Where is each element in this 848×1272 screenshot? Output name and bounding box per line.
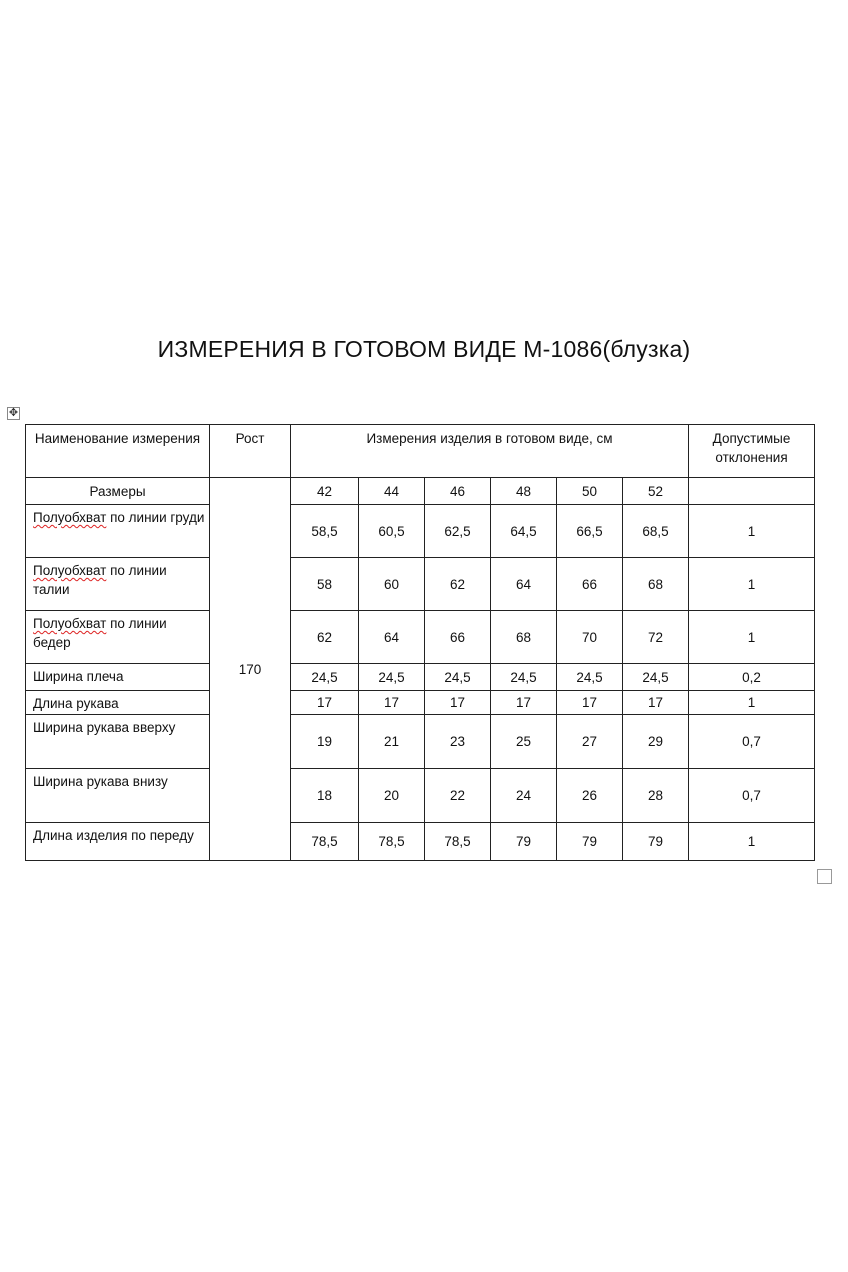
measurement-value: 17 xyxy=(623,691,689,715)
measurement-value: 23 xyxy=(425,715,491,769)
measurement-name xyxy=(26,715,210,769)
size-header-0: 42 xyxy=(291,478,359,505)
measurement-table xyxy=(25,424,815,861)
measurement-value: 25 xyxy=(491,715,557,769)
sizes-label: Размеры xyxy=(26,478,210,505)
table-row xyxy=(26,691,815,715)
measurement-value: 24,5 xyxy=(623,664,689,691)
measurement-value: 68 xyxy=(623,558,689,611)
measurement-value: 64,5 xyxy=(491,505,557,558)
measurement-value: 29 xyxy=(623,715,689,769)
measurement-value: 68 xyxy=(491,611,557,664)
table-row xyxy=(26,823,815,861)
tolerance-value: 1 xyxy=(689,505,815,558)
table-row xyxy=(26,664,815,691)
measurement-value: 70 xyxy=(557,611,623,664)
measurement-name-text: Ширина рукава вверху xyxy=(33,720,176,735)
measurement-value: 19 xyxy=(291,715,359,769)
tolerance-value: 1 xyxy=(689,558,815,611)
measurement-name-text: по линии груди xyxy=(106,510,205,525)
measurement-value: 79 xyxy=(623,823,689,861)
measurement-value: 17 xyxy=(291,691,359,715)
table-row xyxy=(26,505,815,558)
measurement-name-word: Полуобхват xyxy=(33,510,107,525)
tolerance-value: 1 xyxy=(689,611,815,664)
table-row xyxy=(26,558,815,611)
measurement-name-word: Полуобхват xyxy=(33,563,107,578)
measurement-value: 60,5 xyxy=(359,505,425,558)
measurement-value: 26 xyxy=(557,769,623,823)
table-row xyxy=(26,611,815,664)
measurement-value: 28 xyxy=(623,769,689,823)
measurement-name-text: Длина изделия по переду xyxy=(33,828,194,843)
measurement-name xyxy=(26,505,210,558)
tolerance-value: 0,7 xyxy=(689,715,815,769)
measurement-name xyxy=(26,691,210,715)
measurement-name-text: Длина рукава xyxy=(33,696,119,711)
size-header-2: 46 xyxy=(425,478,491,505)
size-header-1: 44 xyxy=(359,478,425,505)
measurement-value: 58 xyxy=(291,558,359,611)
measurement-value: 62 xyxy=(425,558,491,611)
header-measurements: Измерения изделия в готовом виде, см xyxy=(291,425,689,478)
measurement-value: 79 xyxy=(491,823,557,861)
measurement-value: 72 xyxy=(623,611,689,664)
header-height: Рост xyxy=(210,425,291,478)
measurement-name xyxy=(26,769,210,823)
measurement-value: 58,5 xyxy=(291,505,359,558)
measurement-name xyxy=(26,558,210,611)
measurement-name-text: по линии талии xyxy=(33,563,167,597)
measurement-value: 64 xyxy=(491,558,557,611)
height-value: 170 xyxy=(210,478,291,861)
measurement-value: 66,5 xyxy=(557,505,623,558)
measurement-name-text: по линии бедер xyxy=(33,616,167,650)
table-row xyxy=(26,769,815,823)
measurement-value: 17 xyxy=(425,691,491,715)
tolerance-value: 1 xyxy=(689,691,815,715)
measurement-value: 27 xyxy=(557,715,623,769)
measurement-value: 17 xyxy=(557,691,623,715)
measurement-value: 24,5 xyxy=(291,664,359,691)
measurement-value: 66 xyxy=(557,558,623,611)
table-resize-handle-icon[interactable] xyxy=(817,869,832,884)
measurement-value: 78,5 xyxy=(425,823,491,861)
tolerance-value: 1 xyxy=(689,823,815,861)
measurement-value: 60 xyxy=(359,558,425,611)
measurement-value: 21 xyxy=(359,715,425,769)
measurement-value: 22 xyxy=(425,769,491,823)
measurement-value: 78,5 xyxy=(359,823,425,861)
measurement-value: 64 xyxy=(359,611,425,664)
tolerance-empty-cell xyxy=(689,478,815,505)
measurement-value: 24 xyxy=(491,769,557,823)
measurement-value: 17 xyxy=(359,691,425,715)
size-header-5: 52 xyxy=(623,478,689,505)
measurement-name-text: Ширина плеча xyxy=(33,669,124,684)
measurement-value: 79 xyxy=(557,823,623,861)
header-name: Наименование измерения xyxy=(26,425,210,478)
header-row xyxy=(26,425,815,478)
sizes-row xyxy=(26,478,815,505)
measurement-value: 24,5 xyxy=(557,664,623,691)
size-header-4: 50 xyxy=(557,478,623,505)
size-header-3: 48 xyxy=(491,478,557,505)
measurement-name xyxy=(26,611,210,664)
measurement-value: 24,5 xyxy=(359,664,425,691)
tolerance-value: 0,7 xyxy=(689,769,815,823)
measurement-value: 62,5 xyxy=(425,505,491,558)
measurement-value: 66 xyxy=(425,611,491,664)
table-row xyxy=(26,715,815,769)
measurement-value: 78,5 xyxy=(291,823,359,861)
measurement-value: 18 xyxy=(291,769,359,823)
measurement-value: 20 xyxy=(359,769,425,823)
page-title: ИЗМЕРЕНИЯ В ГОТОВОМ ВИДЕ М-1086(блузка) xyxy=(157,336,691,362)
measurement-value: 24,5 xyxy=(491,664,557,691)
tolerance-value: 0,2 xyxy=(689,664,815,691)
measurement-value: 24,5 xyxy=(425,664,491,691)
measurement-name xyxy=(26,823,210,861)
header-tolerance: Допустимые отклонения xyxy=(689,425,815,478)
table-move-handle-icon[interactable]: ✥ xyxy=(8,407,19,419)
measurement-value: 62 xyxy=(291,611,359,664)
measurement-value: 17 xyxy=(491,691,557,715)
measurement-name-text: Ширина рукава внизу xyxy=(33,774,168,789)
measurement-value: 68,5 xyxy=(623,505,689,558)
measurement-name xyxy=(26,664,210,691)
measurement-name-word: Полуобхват xyxy=(33,616,107,631)
